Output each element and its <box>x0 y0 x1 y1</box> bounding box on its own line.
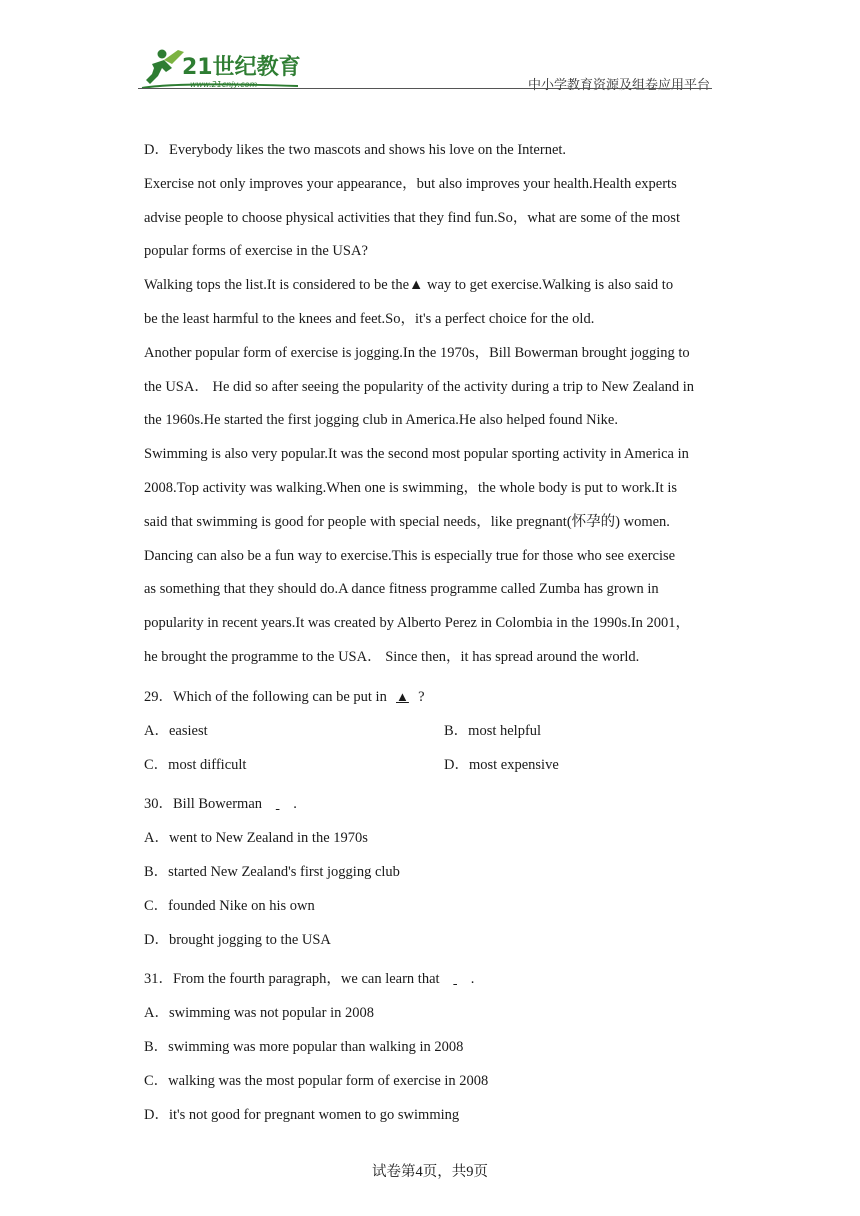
header-rule <box>138 88 712 89</box>
question-29-options <box>144 714 719 782</box>
passage-line: be the least harmful to the knees and feet.So，it's a perfect choice for the old. <box>144 310 595 327</box>
passage-line: Dancing can also be a fun way to exercise.This is especially true for those who see exercise <box>144 547 676 564</box>
logo-url: www.21cnjy.com <box>190 80 258 89</box>
option-c[interactable]: C．founded Nike on his own <box>144 897 315 914</box>
passage-line: the 1960s.He started the first jogging club in America.He also helped found Nike. <box>144 412 618 429</box>
logo-21cnjy <box>138 44 308 92</box>
option-a[interactable]: A．went to New Zealand in the 1970s <box>144 829 368 846</box>
question-31-options <box>144 996 719 1132</box>
previous-option-d: D．Everybody likes the two mascots and shows his love on the Internet. <box>144 142 567 158</box>
option-d[interactable]: D．it's not good for pregnant women to go swimming <box>144 1106 460 1123</box>
option-b[interactable]: B．swimming was more popular than walking in 2008 <box>144 1038 464 1055</box>
question-31 <box>144 962 719 1132</box>
platform-name: 中小学教育资源及组卷应用平台 <box>527 78 710 93</box>
page-footer: 试卷第4页，共9页 <box>372 1164 488 1180</box>
question-30 <box>144 787 719 957</box>
passage-line: popular forms of exercise in the USA? <box>144 243 368 260</box>
passage-line: Another popular form of exercise is jogging.In the 1970s，Bill Bowerman brought jogging to <box>144 344 690 361</box>
option-b[interactable]: B．most helpful <box>444 722 542 739</box>
question-30-options <box>144 821 719 957</box>
passage-line: as something that they should do.A dance fitness programme called Zumba has grown in <box>144 581 659 598</box>
passage-line: he brought the programme to the USA． Since then，it has spread around the world. <box>144 648 640 665</box>
question-29 <box>144 680 719 782</box>
passage-line: Exercise not only improves your appearance，but also improves your health.Health experts <box>144 175 677 192</box>
passage-line: Swimming is also very popular.It was the second most popular sporting activity in America in <box>144 446 689 463</box>
answer-blank <box>266 787 290 821</box>
option-c[interactable]: C．most difficult <box>144 756 247 773</box>
option-d[interactable]: D．most expensive <box>444 756 559 773</box>
option-b[interactable]: B．started New Zealand's first jogging club <box>144 863 400 880</box>
passage-line: advise people to choose physical activities that they find fun.So，what are some of the most <box>144 209 680 226</box>
reading-passage <box>144 168 719 675</box>
question-30-stem: 30．Bill Bowerman . <box>144 787 719 821</box>
logo-text: 21世纪教育 <box>182 55 301 80</box>
answer-blank <box>443 962 467 996</box>
page-header <box>138 44 712 92</box>
question-31-stem: 31．From the fourth paragraph，we can learn that . <box>144 962 719 996</box>
document-body <box>144 134 719 1132</box>
passage-line: the USA． He did so after seeing the popularity of the activity during a trip to New Zealand in <box>144 378 695 395</box>
passage-line: popularity in recent years.It was created by Alberto Perez in Colombia in the 1990s.In 2001， <box>144 615 691 632</box>
option-a[interactable]: A．easiest <box>144 722 208 739</box>
option-c[interactable]: C．walking was the most popular form of exercise in 2008 <box>144 1072 489 1089</box>
option-a[interactable]: A．swimming was not popular in 2008 <box>144 1004 374 1021</box>
option-d[interactable]: D．brought jogging to the USA <box>144 931 331 948</box>
blank-marker: ▲ <box>396 688 409 704</box>
passage-line: Walking tops the list.It is considered to be the▲ way to get exercise.Walking is also said to <box>144 277 674 294</box>
passage-line: 2008.Top activity was walking.When one is swimming，the whole body is put to work.It is <box>144 479 678 496</box>
question-29-stem: 29．Which of the following can be put in ▲ ? <box>144 680 719 714</box>
passage-line: said that swimming is good for people with special needs，like pregnant(怀孕的) women. <box>144 513 670 530</box>
